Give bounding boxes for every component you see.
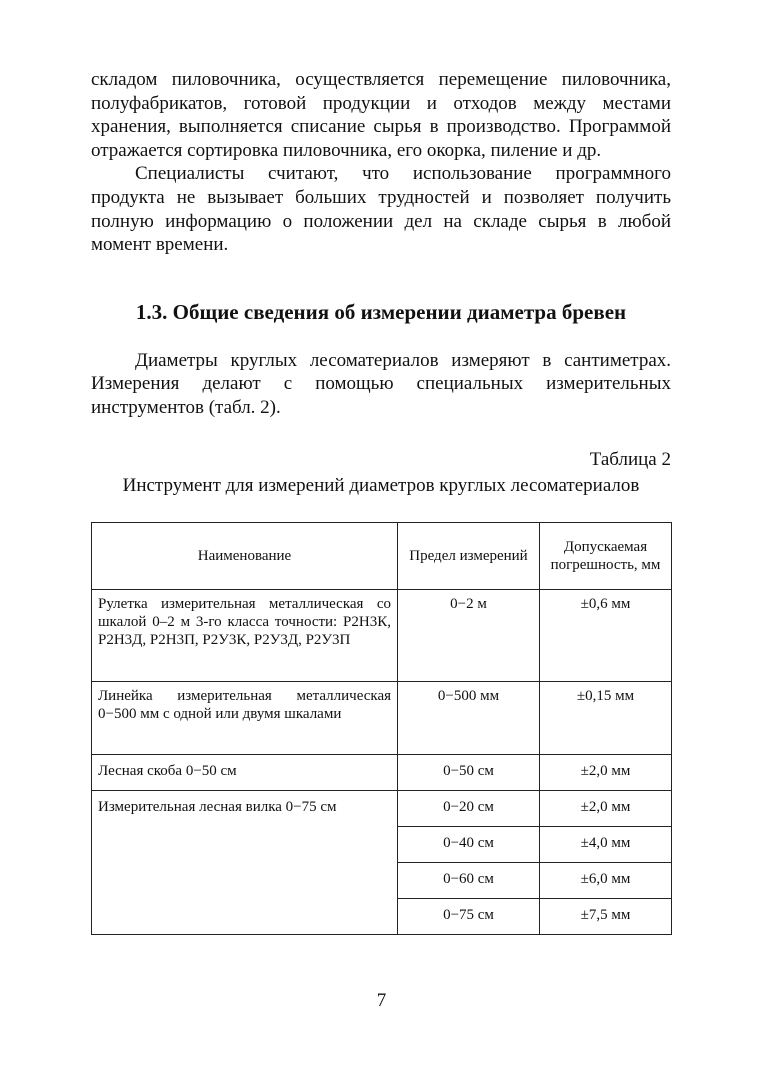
table-header-row	[92, 522, 672, 589]
header-error: Допускаемая погрешность, мм	[540, 522, 672, 589]
cell-error: ±2,0 мм	[540, 790, 672, 826]
cell-limit: 0−40 см	[398, 826, 540, 862]
cell-error: ±0,15 мм	[540, 681, 672, 754]
instruments-table	[91, 522, 672, 935]
cell-error: ±6,0 мм	[540, 862, 672, 898]
cell-error: ±7,5 мм	[540, 898, 672, 934]
table-title: Инструмент для измерений диаметров круглых лесоматериалов	[122, 474, 640, 496]
page-body	[91, 68, 671, 935]
paragraph-3: Диаметры круглых лесоматериалов измеряют в сантиметрах. Измерения делают с помощью специальных измерительных инструментов (табл. 2).	[91, 349, 671, 418]
paragraph-1: складом пиловочника, осуществляется перемещение пиловочника, полуфабрикатов, готовой продукции и отходов между местами хранения, выполняется списание сырья в производство. Программой отражается сортировка пиловочника, его окорка, пиление и др.	[91, 69, 671, 161]
cell-limit: 0−500 мм	[398, 681, 540, 754]
cell-name: Линейка измерительная металлическая 0−500 мм с одной или двумя шкалами	[92, 681, 398, 754]
table-row	[92, 754, 672, 790]
cell-name: Измерительная лесная вилка 0−75 см	[92, 790, 398, 934]
header-name: Наименование	[92, 522, 398, 589]
cell-limit: 0−50 см	[398, 754, 540, 790]
page-number: 7	[376, 990, 387, 1011]
cell-limit: 0−60 см	[398, 862, 540, 898]
header-limit: Предел измерений	[398, 522, 540, 589]
cell-error: ±4,0 мм	[540, 826, 672, 862]
table-row	[92, 589, 672, 681]
cell-limit: 0−75 см	[398, 898, 540, 934]
cell-name: Рулетка измерительная металлическая со шкалой 0–2 м 3-го класса точности: Р2Н3К, Р2Н3Д, Р2Н3П, Р2У3К, Р2У3Д, Р2У3П	[92, 589, 398, 681]
cell-limit: 0−2 м	[398, 589, 540, 681]
table-row	[92, 790, 672, 826]
table-number: Таблица 2	[589, 448, 671, 470]
section-heading: 1.3. Общие сведения об измерении диаметра бревен	[135, 299, 627, 324]
cell-error: ±2,0 мм	[540, 754, 672, 790]
paragraph-2: Специалисты считают, что использование программного продукта не вызывает больших трудностей и позволяет получить полную информацию о положении дел на складе сырья в любой момент времени.	[91, 163, 671, 256]
cell-limit: 0−20 см	[398, 790, 540, 826]
cell-error: ±0,6 мм	[540, 589, 672, 681]
table-row	[92, 681, 672, 754]
cell-name: Лесная скоба 0−50 см	[92, 754, 398, 790]
